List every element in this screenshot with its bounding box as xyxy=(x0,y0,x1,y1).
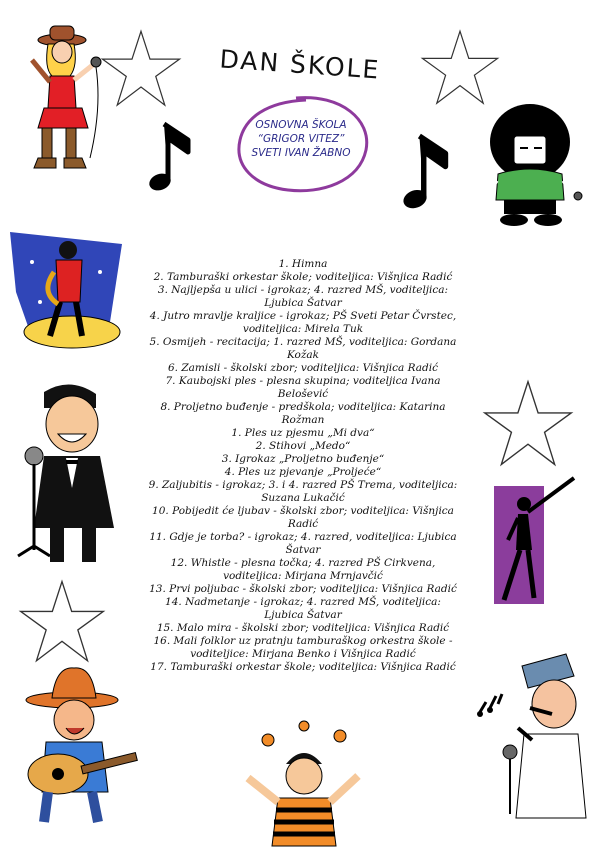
list-item: 3. Najljepša u ulici - igrokaz; 4. razred MŠ, voditeljica: Ljubica Šatvar xyxy=(157,284,449,309)
list-item: 2. Tamburaški orkestar škole; voditeljica: Višnjica Radić xyxy=(153,271,453,283)
harmonica-man-illustration xyxy=(470,648,592,820)
list-item: 11. Gdje je torba? - igrokaz; 4. razred, voditeljica: Ljubica Šatvar xyxy=(149,531,457,556)
star-icon xyxy=(18,578,106,666)
star-icon xyxy=(420,28,500,108)
list-item: 1. Himna xyxy=(278,258,328,270)
page-title: DAN ŠKOLE xyxy=(218,44,382,85)
school-line-1: OSNOVNA ŠKOLA xyxy=(255,119,347,131)
cowgirl-singer-illustration xyxy=(14,18,106,178)
list-item: 9. Zaljubitis - igrokaz; 3. i 4. razred PŠ Trema, voditeljica: Suzana Lukačić xyxy=(148,479,458,504)
list-item: 17. Tamburaški orkestar škole; voditeljica: Višnjica Radić xyxy=(150,661,456,673)
list-item: 3. Igrokaz „Proljetno buđenje“ xyxy=(221,453,385,465)
school-line-3: SVETI IVAN ŽABNO xyxy=(251,147,351,159)
list-item: 4. Jutro mravlje kraljice - igrokaz; PŠ Sveti Petar Čvrstec, voditeljica: Mirela Tuk xyxy=(149,310,457,335)
music-note-icon xyxy=(148,118,194,198)
dancer-illustration xyxy=(494,470,590,606)
list-item: 2. Stihovi „Medo“ xyxy=(255,440,351,452)
list-item: 15. Malo mira - školski zbor; voditeljica: Višnjica Radić xyxy=(156,622,450,634)
star-icon xyxy=(482,378,574,470)
list-item: 1. Ples uz pjesmu „Mi dva“ xyxy=(231,427,375,439)
afro-singer-illustration xyxy=(474,100,586,230)
list-item: 8. Proljetno buđenje - predškola; voditeljica: Katarina Rožman xyxy=(160,401,446,426)
list-item: 6. Zamisli - školski zbor; voditeljica: Višnjica Radić xyxy=(167,362,439,374)
list-item: 12. Whistle - plesna točka; 4. razred PŠ Cirkvena, voditeljica: Mirjana Mrnjavčić xyxy=(170,557,436,582)
saxophone-player-illustration xyxy=(10,232,122,354)
list-item: 13. Prvi poljubac - školski zbor; voditeljica: Višnjica Radić xyxy=(149,583,457,595)
list-item: 7. Kaubojski ples - plesna skupina; voditeljica Ivana Belošević xyxy=(165,375,441,400)
music-note-icon xyxy=(402,128,452,218)
star-icon xyxy=(100,28,182,110)
program-list xyxy=(148,258,458,674)
list-item: 10. Pobijedit će ljubav - školski zbor; voditeljica: Višnjica Radić xyxy=(152,505,454,530)
list-item: 5. Osmijeh - recitacija; 1. razred MŠ, voditeljica: Gordana Kožak xyxy=(149,336,457,361)
school-line-2: “GRIGOR VITEZ” xyxy=(257,133,345,145)
list-item: 16. Mali folklor uz pratnju tamburaškog orkestra škole - voditeljice: Mirjana Benko i Višnjica Radić xyxy=(153,635,453,660)
crooner-singer-illustration xyxy=(4,378,130,570)
list-item: 4. Ples uz pjevanje „Proljeće“ xyxy=(224,466,382,478)
list-item: 14. Nadmetanje - igrokaz; 4. razred MŠ, voditeljica: Ljubica Šatvar xyxy=(165,596,441,621)
school-name xyxy=(226,118,376,160)
cowboy-guitarist-illustration xyxy=(12,662,140,830)
juggler-boy-illustration xyxy=(228,718,378,846)
